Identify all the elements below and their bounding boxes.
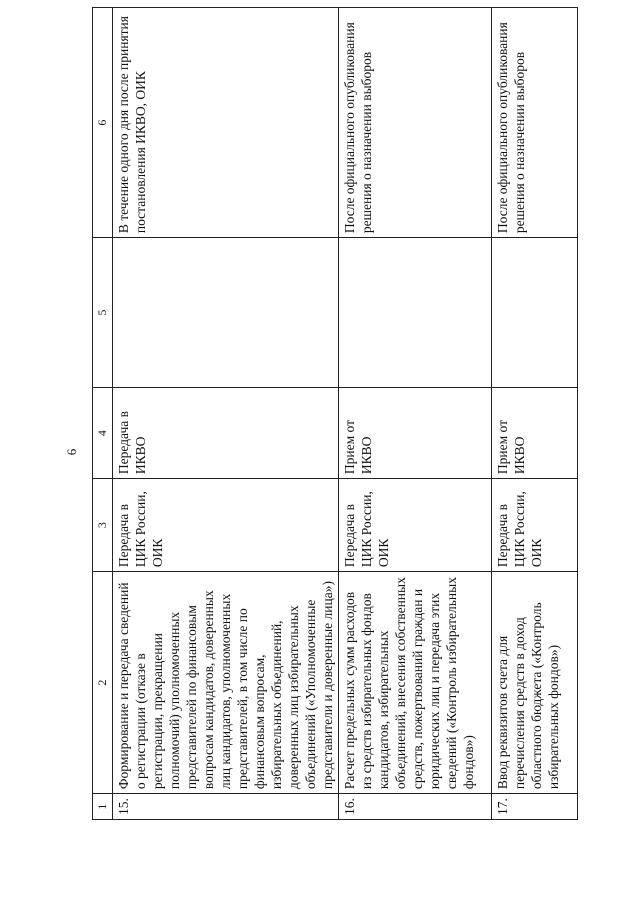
ikvo-action-cell: Передача в ИКВО xyxy=(113,388,339,479)
header-cell: 5 xyxy=(93,238,113,388)
empty-cell xyxy=(113,238,339,388)
deadline-cell: После официального опубликования решения о назначении выборов xyxy=(339,8,492,238)
row-number: 16. xyxy=(339,794,492,820)
table-header-row xyxy=(93,8,113,820)
schedule-table xyxy=(92,7,578,820)
cik-action-cell: Передача в ЦИК России, ОИК xyxy=(113,479,339,572)
cik-action-cell: Передача в ЦИК России, ОИК xyxy=(339,479,492,572)
row-number: 17. xyxy=(492,794,578,820)
procedure-cell: Ввод реквизитов счета для перечисления средств в доход областного бюджета («Контроль избирательных фондов») xyxy=(492,572,578,794)
header-cell: 4 xyxy=(93,388,113,479)
page-number: 6 xyxy=(64,448,79,456)
deadline-cell: В течение одного дня после принятия постановления ИКВО, ОИК xyxy=(113,8,339,238)
empty-cell xyxy=(492,238,578,388)
header-cell: 6 xyxy=(93,8,113,238)
procedure-cell: Формирование и передача сведений о регистрации (отказе в регистрации, прекращении полномочий) уполномоченных представителей по финансовым вопросам кандидатов, доверенных лиц кандидатов, уполномоченных представителей, в том числе по финансовым вопросам, избирательных объединений, доверенных лиц избирательных объединений («Уполномоченные представители и доверенные лица») xyxy=(113,572,339,794)
header-cell: 3 xyxy=(93,479,113,572)
empty-cell xyxy=(339,238,492,388)
table-row xyxy=(113,8,339,820)
table-row xyxy=(339,8,492,820)
header-cell: 2 xyxy=(93,572,113,794)
table-row xyxy=(492,8,578,820)
row-number: 15. xyxy=(113,794,339,820)
ikvo-action-cell: Прием от ИКВО xyxy=(492,388,578,479)
cik-action-cell: Передача в ЦИК России, ОИК xyxy=(492,479,578,572)
procedure-cell: Расчет предельных сумм расходов из средств избирательных фондов кандидатов, избирательных объединений, внесения собственных средств, пожертвований граждан и юридических лиц и передача этих сведений («Контроль избирательных фондов») xyxy=(339,572,492,794)
ikvo-action-cell: Прием от ИКВО xyxy=(339,388,492,479)
deadline-cell: После официального опубликования решения о назначении выборов xyxy=(492,8,578,238)
header-cell: 1 xyxy=(93,794,113,820)
